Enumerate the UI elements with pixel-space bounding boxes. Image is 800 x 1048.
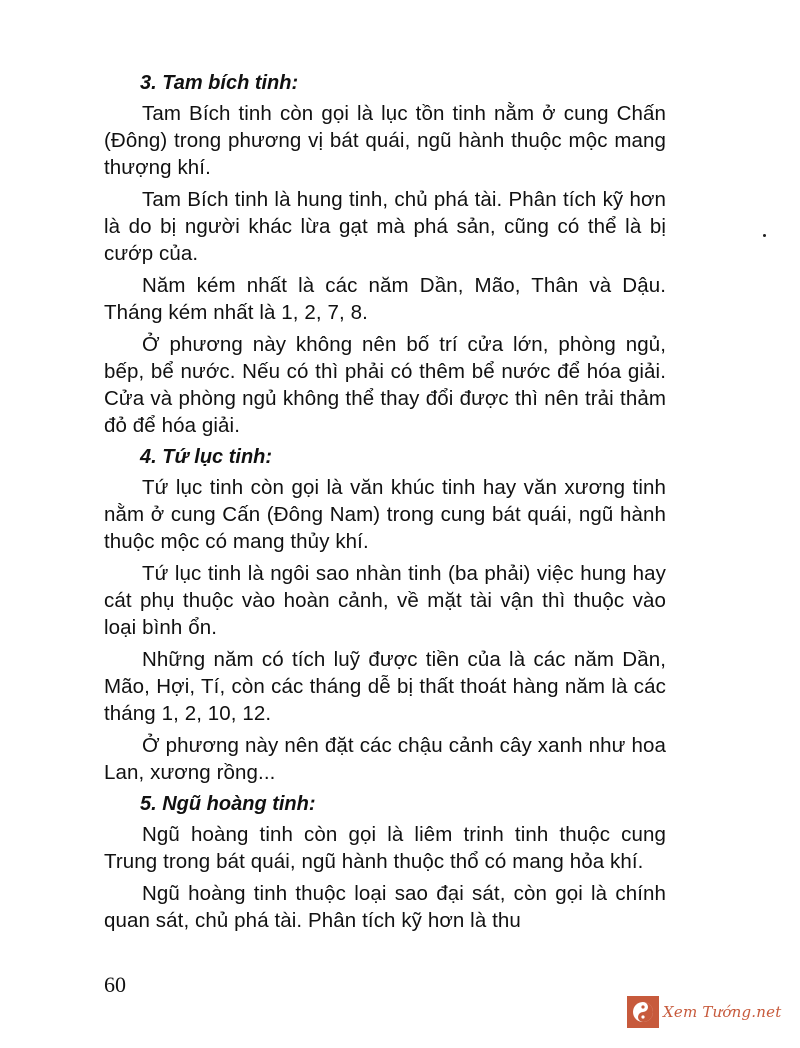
paragraph: Tứ lục tinh là ngôi sao nhàn tinh (ba phải) việc hung hay cát phụ thuộc vào hoàn cảnh, về mặt tài vận thì thuộc vào loại bình ổn.	[104, 562, 666, 639]
yin-yang-icon	[627, 996, 659, 1028]
watermark	[627, 995, 781, 1029]
paragraph: Ở phương này không nên bố trí cửa lớn, phòng ngủ, bếp, bể nước. Nếu có thì phải có thêm bể nước để hóa giải. Cửa và phòng ngủ không thể thay đổi được thì nên trải thảm đỏ để hóa giải.	[104, 333, 666, 437]
section-heading: 3. Tam bích tinh:	[140, 72, 299, 94]
section-heading: 4. Tứ lục tinh:	[140, 446, 273, 468]
paragraph: Ngũ hoàng tinh còn gọi là liêm trinh tinh thuộc cung Trung trong bát quái, ngũ hành thuộc thổ có mang hỏa khí.	[104, 823, 666, 873]
paragraph: Những năm có tích luỹ được tiền của là các năm Dần, Mão, Hợi, Tí, còn các tháng dễ bị thất thoát hàng năm là các tháng 1, 2, 10, 12.	[104, 648, 666, 725]
section-ngu-hoang-tinh	[104, 791, 666, 934]
paragraph: Ngũ hoàng tinh thuộc loại sao đại sát, còn gọi là chính quan sát, chủ phá tài. Phân tích kỹ hơn là thu	[104, 882, 666, 932]
section-heading: 5. Ngũ hoàng tinh:	[140, 793, 316, 815]
paragraph: Năm kém nhất là các năm Dần, Mão, Thân và Dậu. Tháng kém nhất là 1, 2, 7, 8.	[104, 274, 666, 324]
paragraph: Tứ lục tinh còn gọi là văn khúc tinh hay văn xương tinh nằm ở cung Cấn (Đông Nam) trong cung bát quái, ngũ hành thuộc mộc có mang thủy khí.	[104, 476, 666, 553]
page-body	[104, 70, 666, 939]
watermark-text: Xem Tướng.net	[663, 1003, 782, 1021]
section-tam-bich-tinh	[104, 70, 666, 439]
paragraph: Ở phương này nên đặt các chậu cảnh cây xanh như hoa Lan, xương rồng...	[104, 734, 666, 784]
page-number: 60	[104, 972, 126, 997]
stray-mark	[763, 234, 766, 237]
paragraph: Tam Bích tinh là hung tinh, chủ phá tài. Phân tích kỹ hơn là do bị người khác lừa gạt mà phá sản, cũng có thể là bị cướp của.	[104, 188, 666, 265]
section-tu-luc-tinh	[104, 444, 666, 786]
paragraph: Tam Bích tinh còn gọi là lục tồn tinh nằm ở cung Chấn (Đông) trong phương vị bát quái, ngũ hành thuộc mộc mang thượng khí.	[104, 102, 666, 179]
